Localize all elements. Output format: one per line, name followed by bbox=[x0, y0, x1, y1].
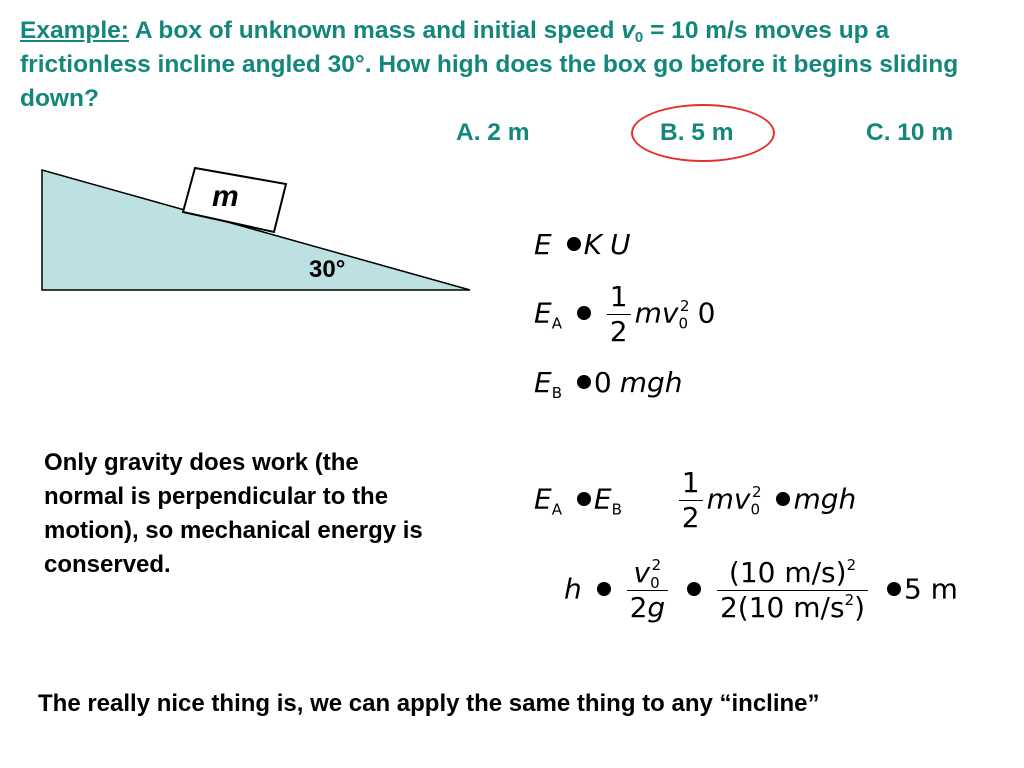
frac-den bbox=[627, 591, 669, 625]
frac-den: 2 bbox=[609, 315, 628, 348]
eq-v: v bbox=[633, 556, 651, 589]
eq-e: E bbox=[534, 366, 552, 399]
problem-statement bbox=[20, 14, 1010, 116]
equation-conservation bbox=[534, 466, 856, 535]
frac-num bbox=[627, 556, 669, 591]
fraction-half bbox=[607, 280, 631, 349]
eq-sup-2: 2 bbox=[844, 591, 855, 609]
eq-sub-b: B bbox=[551, 384, 562, 402]
selected-answer-circle bbox=[631, 104, 775, 162]
fraction-v2-over-2g bbox=[627, 556, 669, 625]
frac-num: 1 bbox=[679, 466, 703, 501]
eq-e: E bbox=[534, 296, 552, 330]
mass-label: m bbox=[212, 180, 239, 213]
frac-num bbox=[717, 556, 868, 591]
equals-bullet bbox=[597, 582, 611, 596]
explanation-text: Only gravity does work (the normal is perpendicular to the motion), so mechanical energy is conserved. bbox=[44, 449, 423, 578]
eq-num-speed: (10 m/s) bbox=[728, 556, 847, 589]
eq-e: E bbox=[534, 228, 552, 261]
eq-mgh: mgh bbox=[793, 482, 857, 516]
eq-mv: mv bbox=[634, 296, 679, 330]
choice-b: B. 5 m bbox=[660, 119, 734, 146]
equals-bullet bbox=[577, 306, 591, 320]
eq-close-paren: ) bbox=[854, 591, 866, 624]
eq-sup-2: 2 bbox=[752, 482, 762, 501]
equation-energy-a bbox=[534, 280, 715, 349]
eq-sup-2: 2 bbox=[846, 556, 857, 574]
bottom-note: The really nice thing is, we can apply the same thing to any “incline” bbox=[38, 690, 820, 717]
equals-bullet bbox=[776, 492, 790, 506]
eq-h: h bbox=[564, 572, 582, 606]
equation-energy-b bbox=[534, 366, 683, 402]
equals-bullet bbox=[687, 582, 701, 596]
eq-mgh: mgh bbox=[619, 366, 683, 399]
eq-den-speed: 2(10 m/s bbox=[719, 591, 845, 624]
equation-height bbox=[534, 556, 958, 625]
problem-text-part2: = 10 m/s moves up a frictionless incline angled 30°. How high does the box go before it begins sliding down? bbox=[20, 17, 959, 112]
frac-den: 2 bbox=[681, 501, 700, 534]
eq-e: E bbox=[593, 482, 612, 516]
eq-sub-a: A bbox=[551, 500, 562, 519]
eq-sub-a: A bbox=[551, 314, 562, 333]
eq-sup-2: 2 bbox=[651, 556, 662, 574]
eq-mv: mv bbox=[706, 482, 751, 516]
eq-e: E bbox=[534, 482, 552, 516]
eq-result: 5 m bbox=[903, 572, 958, 606]
eq-sub-0: 0 bbox=[750, 500, 761, 519]
eq-sub-0: 0 bbox=[678, 314, 689, 333]
problem-text-part1: A box of unknown mass and initial speed bbox=[128, 17, 622, 44]
angle-label: 30° bbox=[309, 256, 346, 283]
choice-c: C. 10 m bbox=[866, 119, 954, 146]
equals-bullet bbox=[577, 492, 591, 506]
fraction-half bbox=[679, 466, 703, 535]
velocity-symbol: v bbox=[621, 17, 635, 44]
choice-a: A. 2 m bbox=[456, 119, 530, 146]
fraction-numeric bbox=[717, 556, 868, 625]
eq-two: 2 bbox=[629, 591, 648, 624]
equation-energy-total bbox=[534, 228, 630, 261]
eq-k: K bbox=[583, 228, 602, 261]
eq-zero: 0 bbox=[593, 366, 612, 399]
equals-bullet bbox=[887, 582, 901, 596]
eq-u: U bbox=[609, 228, 631, 261]
eq-zero: 0 bbox=[697, 296, 716, 330]
eq-sub-0: 0 bbox=[650, 574, 660, 592]
equals-bullet bbox=[567, 237, 581, 251]
frac-den bbox=[717, 591, 868, 625]
equals-bullet bbox=[577, 375, 591, 389]
eq-sup-2: 2 bbox=[680, 296, 690, 315]
incline-diagram bbox=[0, 150, 500, 310]
example-label: Example: bbox=[20, 17, 129, 44]
eq-sub-b: B bbox=[611, 500, 622, 519]
velocity-subscript: 0 bbox=[634, 29, 644, 46]
frac-num: 1 bbox=[607, 280, 631, 315]
eq-g: g bbox=[647, 591, 666, 624]
